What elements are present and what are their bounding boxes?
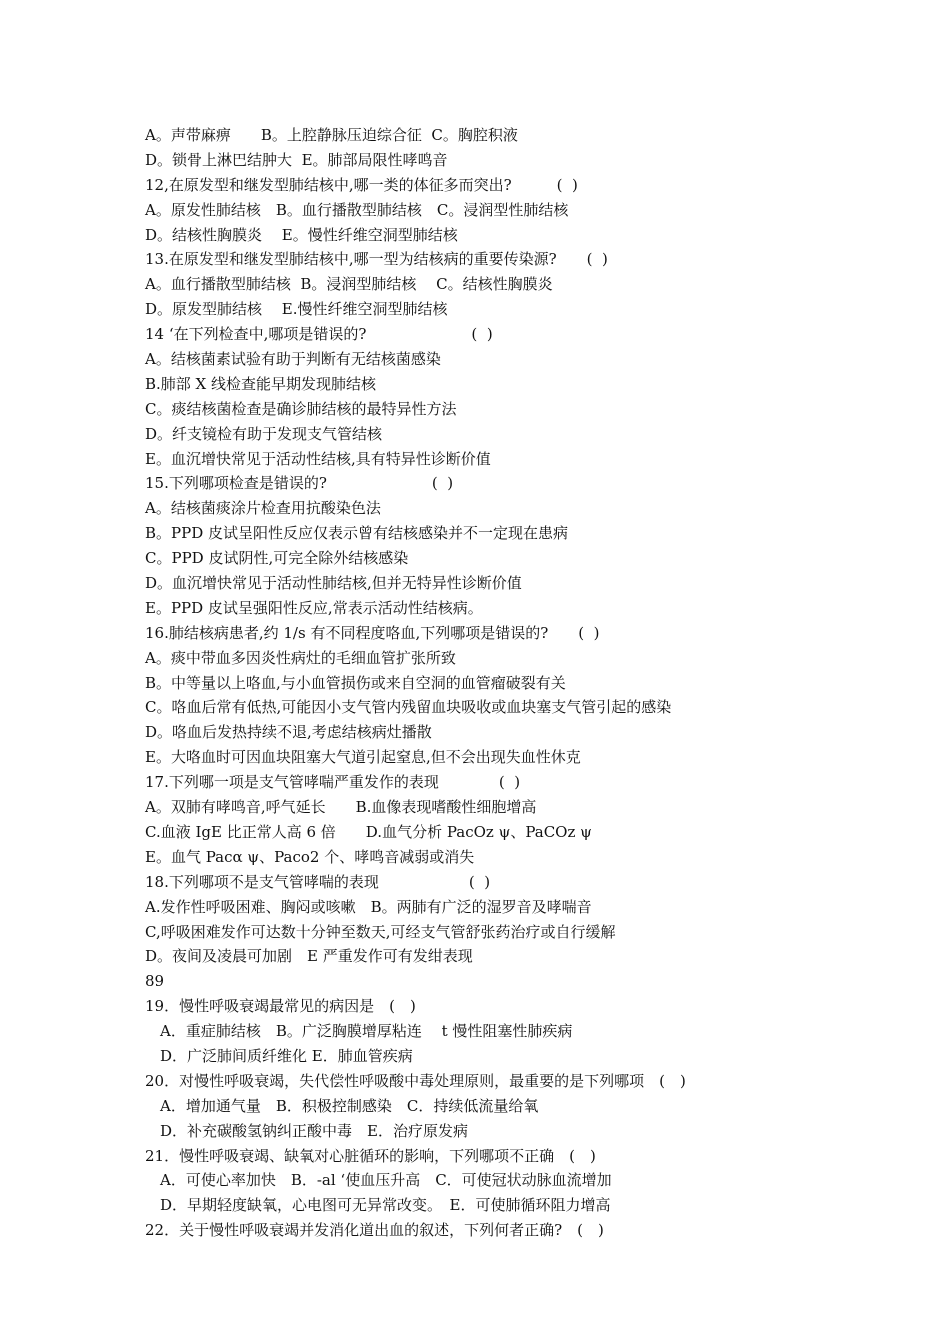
answer-options-line: A.发作性呼吸困难、胸闷或咳嗽 B。两肺有广泛的湿罗音及哮喘音 (145, 897, 592, 916)
answer-options-line: B。PPD 皮试呈阳性反应仅表示曾有结核感染并不一定现在患病 (145, 524, 569, 543)
answer-options-line: E。PPD 皮试呈强阳性反应,常表示活动性结核病。 (145, 598, 483, 617)
answer-options-line: A。原发性肺结核 B。血行播散型肺结核 C。浸润型性肺结核 (145, 200, 569, 219)
answer-options-line: E。大咯血时可因血块阻塞大气道引起窒息,但不会出现失血性休克 (145, 748, 581, 767)
answer-options-line: D。结核性胸膜炎 E。慢性纤维空洞型肺结核 (145, 225, 458, 244)
answer-options-line: A。声带麻痹 B。上腔静脉压迫综合征 C。胸腔积液 (145, 126, 518, 144)
question-21-line: 21．慢性呼吸衰竭、缺氧对心脏循环的影响，下列哪项不正确 ( ) (145, 1146, 596, 1165)
answer-options-line: D。血沉增快常见于活动性肺结核,但并无特异性诊断价值 (145, 574, 522, 593)
answer-options-line: A。血行播散型肺结核 B。浸润型肺结核 C。结核性胸膜炎 (145, 275, 553, 294)
answer-options-line: E。血气 Pacα ψ、Paco2 个、哮鸣音减弱或消失 (145, 847, 475, 866)
question-16-line: 16.肺结核病患者,约 1/s 有不同程度咯血,下列哪项是错误的? ( ) (145, 623, 600, 642)
answer-options-line: B。中等量以上咯血,与小血管损伤或来自空洞的血管瘤破裂有关 (145, 673, 566, 692)
exam-question-text (145, 123, 915, 1243)
answer-options-line: A．增加通气量 B．积极控制感染 C．持续低流量给氧 (160, 1096, 539, 1115)
answer-options-line: C,呼吸困难发作可达数十分钟至数天,可经支气管舒张药治疗或自行缓解 (145, 922, 616, 941)
answer-options-line: C.血液 IgE 比正常人高 6 倍 D.血气分析 PacOz ψ、PaCOz ψ (145, 822, 592, 841)
answer-options-line: D．补充碳酸氢钠纠正酸中毒 E．治疗原发病 (160, 1121, 468, 1140)
answer-options-line: D。夜间及凌晨可加剧 E 严重发作可有发绀表现 (145, 947, 473, 966)
answer-options-line: B.肺部 X 线检查能早期发现肺结核 (145, 374, 377, 393)
answer-options-line: D．早期轻度缺氧，心电图可无异常改变。 E．可使肺循环阻力增高 (160, 1196, 611, 1215)
question-15-line: 15.下列哪项检查是错误的? ( ) (145, 474, 454, 493)
question-12-line: 12,在原发型和继发型肺结核中,哪一类的体征多而突出? ( ) (145, 175, 578, 194)
answer-options-line: A．重症肺结核 B。广泛胸膜增厚粘连 t 慢性阻塞性肺疾病 (160, 1022, 573, 1041)
question-13-line: 13.在原发型和继发型肺结核中,哪一型为结核病的重要传染源? ( ) (145, 250, 608, 269)
answer-options-line: C。PPD 皮试阴性,可完全除外结核感染 (145, 549, 409, 568)
question-18-line: 18.下列哪项不是支气管哮喘的表现 ( ) (145, 872, 491, 891)
answer-options-line: C。咯血后常有低热,可能因小支气管内残留血块吸收或血块塞支气管引起的感染 (145, 698, 672, 717)
answer-options-line: A。痰中带血多因炎性病灶的毛细血管扩张所致 (145, 648, 456, 667)
question-19-line: 19．慢性呼吸衰竭最常见的病因是 ( ) (145, 997, 416, 1016)
answer-options-line: D。咯血后发热持续不退,考虑结核病灶播散 (145, 723, 432, 742)
answer-options-line: A。结核菌痰涂片检查用抗酸染色法 (145, 499, 381, 518)
question-14-line: 14 ‘在下列检查中,哪项是错误的? ( ) (145, 325, 493, 344)
answer-options-line: A．可使心率加快 B．-al ‘使血压升高 C．可使冠状动脉血流增加 (160, 1171, 612, 1190)
answer-options-line: C。痰结核菌检查是确诊肺结核的最特异性方法 (145, 399, 457, 418)
answer-options-line: A。双肺有哮鸣音,呼气延长 B.血像表现嗜酸性细胞增高 (145, 798, 537, 817)
answer-options-line: D。原发型肺结核 E.慢性纤维空洞型肺结核 (145, 300, 448, 319)
question-17-line: 17.下列哪一项是支气管哮喘严重发作的表现 ( ) (145, 773, 521, 792)
page-number: 89 (145, 972, 165, 991)
answer-options-line: E。血沉增快常见于活动性结核,具有特异性诊断价值 (145, 449, 491, 468)
answer-options-line: D．广泛肺间质纤维化 E．肺血管疾病 (160, 1046, 413, 1065)
answer-options-line: D。锁骨上淋巴结肿大 E。肺部局限性哮鸣音 (145, 150, 448, 169)
answer-options-line: A。结核菌素试验有助于判断有无结核菌感染 (145, 350, 441, 369)
question-20-line: 20．对慢性呼吸衰竭，失代偿性呼吸酸中毒处理原则，最重要的是下列哪项 ( ) (145, 1071, 686, 1090)
question-22-line: 22．关于慢性呼吸衰竭并发消化道出血的叙述，下列何者正确? ( ) (145, 1221, 604, 1240)
answer-options-line: D。纤支镜检有助于发现支气管结核 (145, 424, 383, 443)
